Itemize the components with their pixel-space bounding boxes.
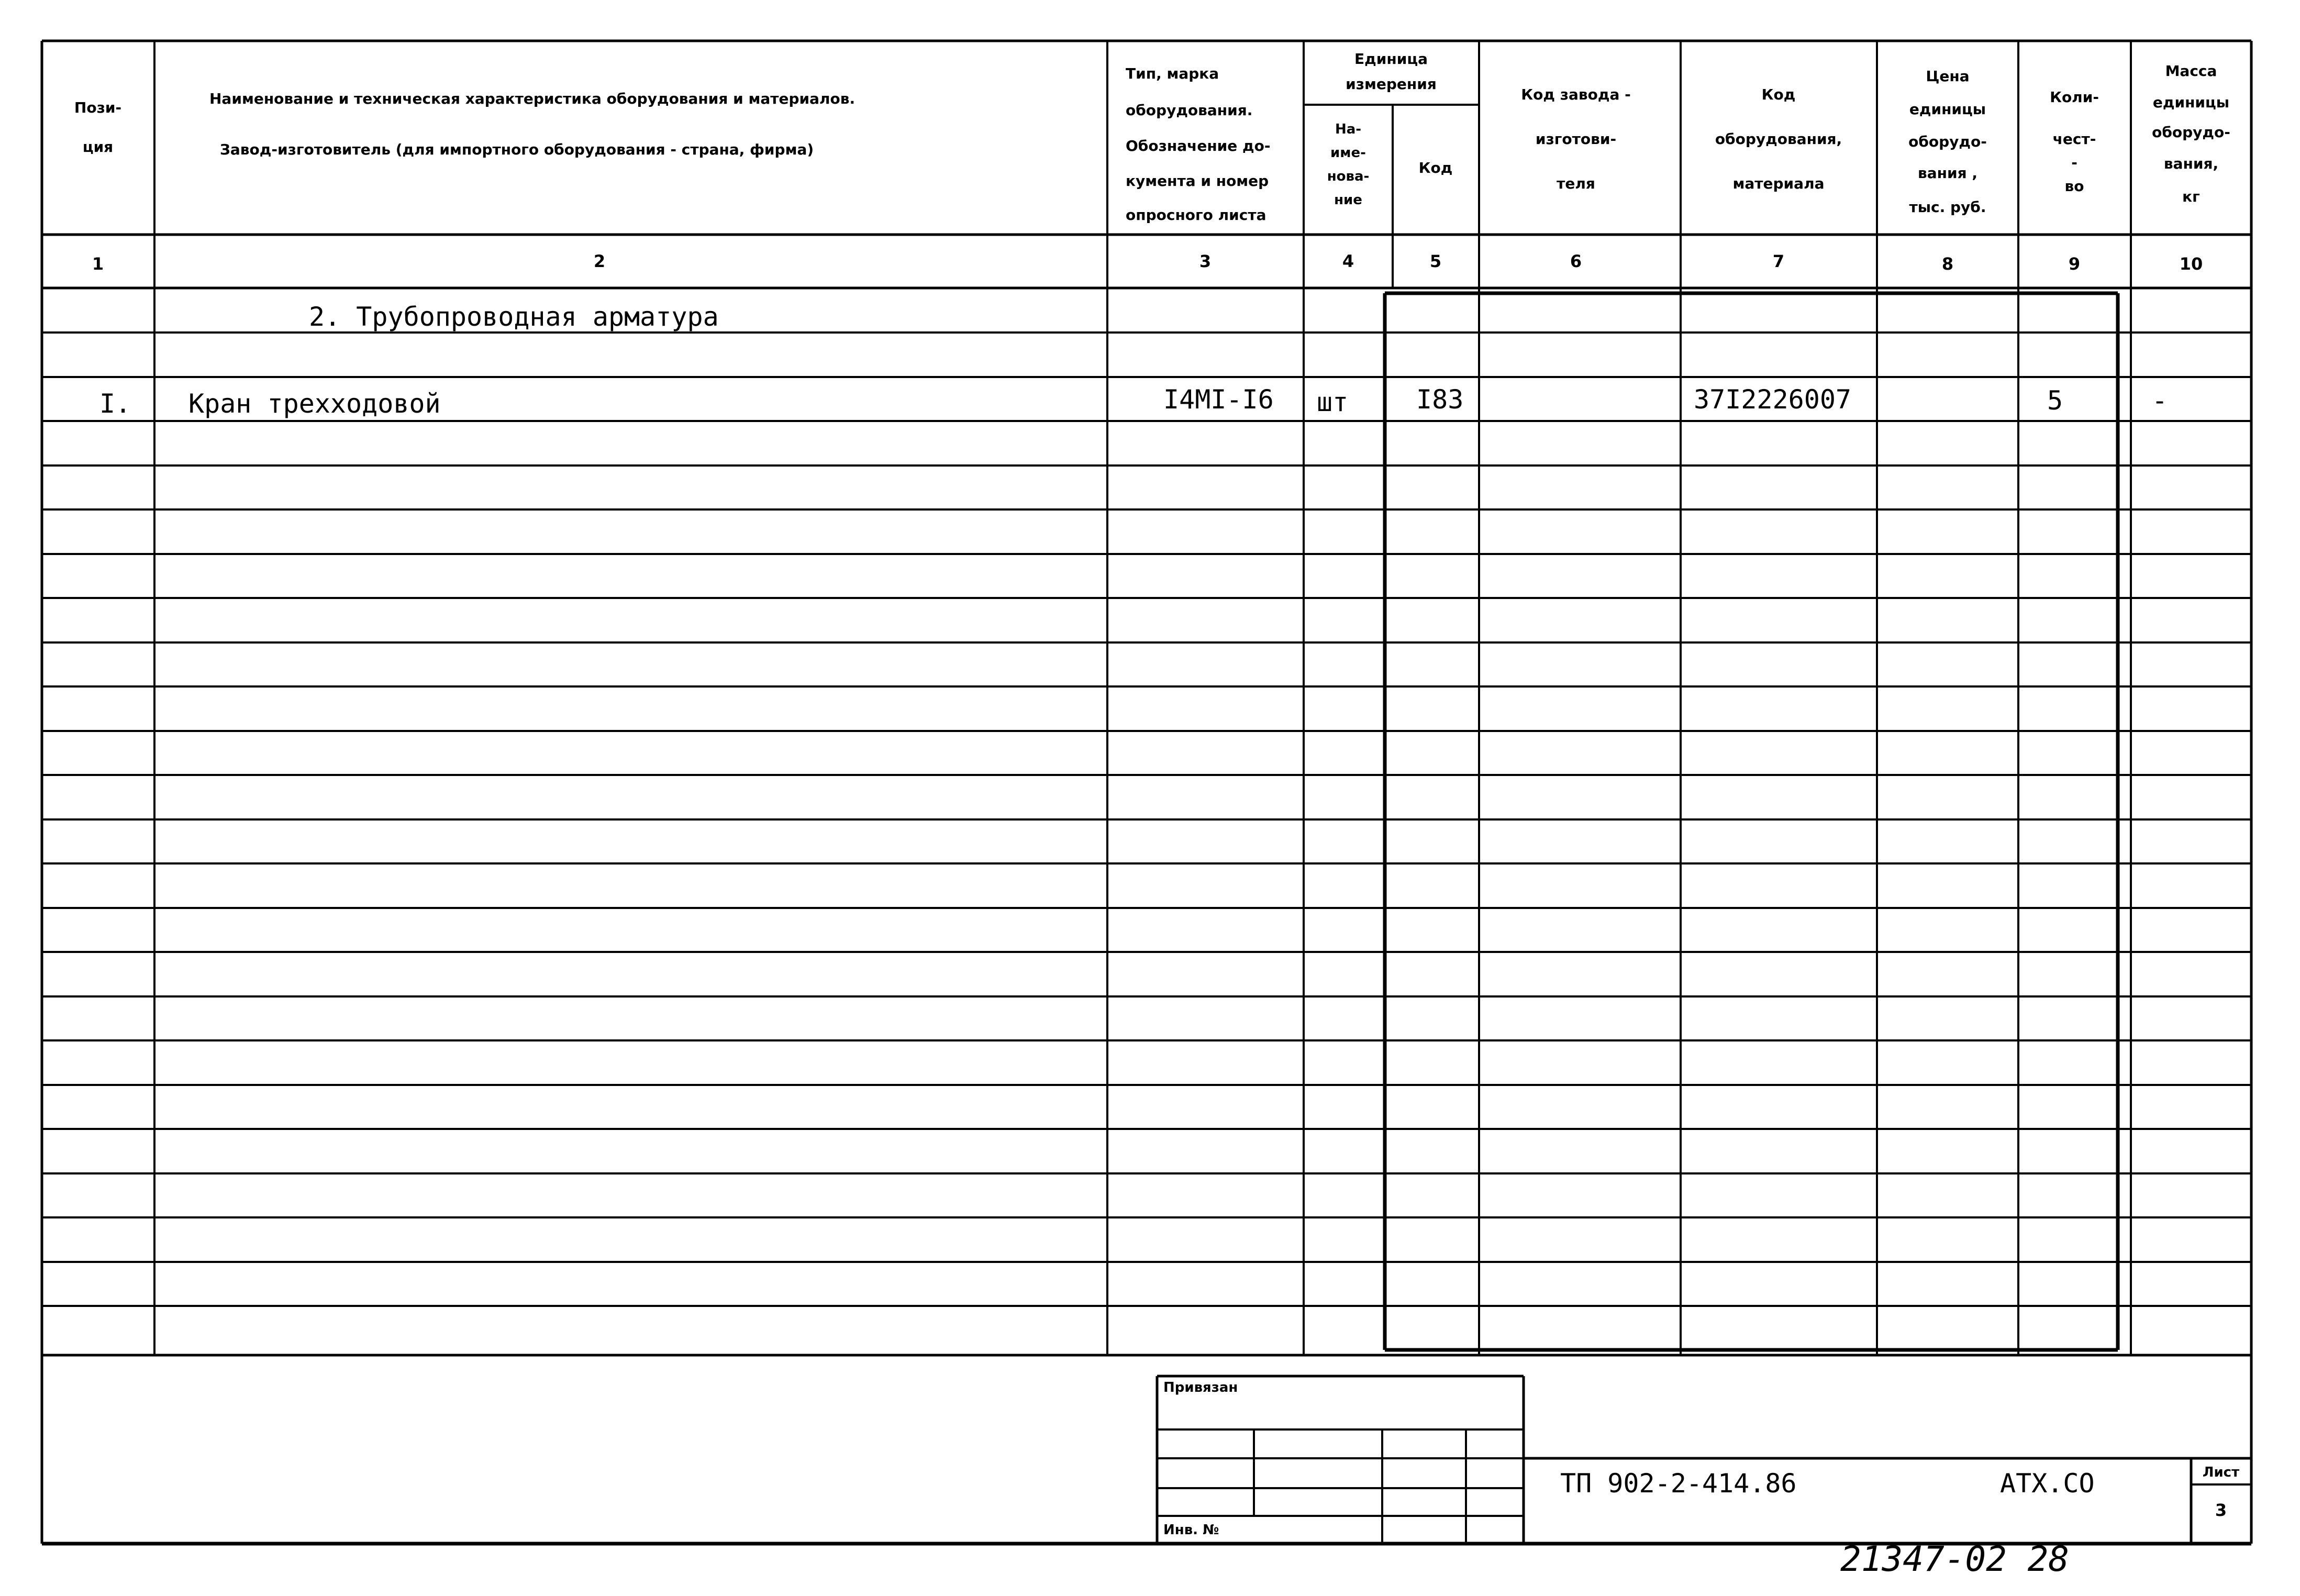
header-col10-line5: кг (2182, 188, 2200, 205)
header-col3 (1126, 65, 1271, 224)
row-mass: - (2152, 385, 2168, 416)
header-col8-line1: Цена (1926, 68, 1970, 85)
header-col7-line1: Код (1761, 86, 1796, 103)
table-frame (42, 41, 2251, 1544)
row-code: I83 (1416, 384, 1464, 415)
column-number-row (92, 251, 2203, 274)
column-separators (154, 41, 2131, 1355)
header-col6 (1521, 86, 1630, 192)
table-row (99, 384, 2168, 419)
header-col5 (1419, 159, 1453, 176)
header-col3-line3: Обозначение до- (1126, 137, 1271, 154)
sheet-number: 3 (2215, 1500, 2227, 1520)
header-col6-line1: Код завода - (1521, 86, 1631, 103)
row-name: Кран трехходовой (188, 389, 441, 419)
sheet-label: Лист (2202, 1465, 2240, 1480)
header-unit-line2: измерения (1346, 75, 1437, 93)
header-unit-group (1346, 50, 1437, 93)
header-col6-line3: теля (1557, 175, 1595, 192)
header-col4-line1: На- (1335, 121, 1362, 137)
header-col3-line2: оборудования. (1126, 102, 1253, 119)
header-col1-line2: ция (82, 138, 114, 156)
linked-label: Привязан (1163, 1380, 1238, 1395)
header-col9-line2: чест- (2052, 130, 2096, 148)
column-number: 7 (1772, 251, 1785, 271)
row-material-code: 37I2226007 (1694, 384, 1852, 415)
header-col6-line2: изготови- (1535, 130, 1617, 148)
header-col8-line5: тыс. руб. (1909, 198, 1986, 216)
header-col7-line2: оборудования, (1715, 130, 1842, 148)
header-col10-line3: оборудо- (2152, 124, 2230, 141)
column-number: 3 (1199, 251, 1212, 271)
header-col10-line2: единицы (2152, 94, 2230, 111)
document-code: АТХ.СО (2000, 1468, 2095, 1499)
header-col9-line3: - (2071, 154, 2077, 171)
header-col10-line4: вания, (2163, 155, 2219, 172)
header-col4-line4: ние (1334, 192, 1362, 208)
row-position: I. (99, 389, 131, 419)
header-col9-line1: Коли- (2050, 88, 2099, 106)
header-unit-line1: Единица (1354, 50, 1428, 68)
header-col8 (1908, 68, 1987, 216)
header-col10-line1: Масса (2165, 62, 2217, 80)
header-col8-line3: оборудо- (1908, 133, 1987, 150)
row-quantity: 5 (2047, 385, 2063, 416)
header-col5-label: Код (1418, 159, 1453, 176)
header-col2 (209, 90, 855, 158)
header-col4 (1327, 121, 1370, 208)
header-col2-line2: Завод-изготовитель (для импортного оборудования - страна, фирма) (220, 141, 814, 158)
column-number: 8 (1941, 254, 1954, 274)
header-col7 (1715, 86, 1842, 192)
table-row (309, 302, 719, 332)
header-col8-line2: единицы (1909, 101, 1986, 118)
header-col2-line1: Наименование и техническая характеристика оборудования и материалов. (209, 90, 855, 107)
header-col4-line3: нова- (1327, 169, 1370, 184)
title-block (1157, 1376, 2251, 1544)
header-col9 (2050, 88, 2099, 195)
header-col1-line1: Пози- (74, 99, 122, 116)
column-number: 5 (1429, 251, 1442, 271)
header-col10 (2152, 62, 2230, 205)
section-title: 2. Трубопроводная арматура (309, 302, 719, 332)
header-col8-line4: вания , (1918, 164, 1977, 182)
header-col3-line4: кумента и номер (1126, 172, 1269, 190)
header-col3-line1: Тип, марка (1126, 65, 1219, 82)
header-col3-line5: опросного листа (1126, 206, 1266, 224)
inventory-label: Инв. № (1163, 1522, 1219, 1538)
header-col7-line3: материала (1732, 175, 1825, 192)
column-number: 10 (2179, 254, 2203, 274)
archive-number: 21347-02 28 (1840, 1539, 2070, 1579)
column-number: 1 (92, 254, 104, 274)
document-number: ТП 902-2-414.86 (1560, 1468, 1797, 1499)
header-col1 (74, 99, 121, 156)
header-col9-line4: во (2064, 178, 2084, 195)
column-number: 6 (1570, 251, 1582, 271)
header-col4-line2: име- (1330, 145, 1366, 161)
bold-body-outline (1385, 293, 2118, 1350)
column-number: 4 (1342, 251, 1354, 271)
column-number: 2 (593, 251, 606, 271)
row-unit: шт (1317, 387, 1349, 417)
row-lines (42, 332, 2251, 1306)
column-number: 9 (2068, 254, 2081, 274)
row-type: I4МI-I6 (1163, 384, 1274, 415)
